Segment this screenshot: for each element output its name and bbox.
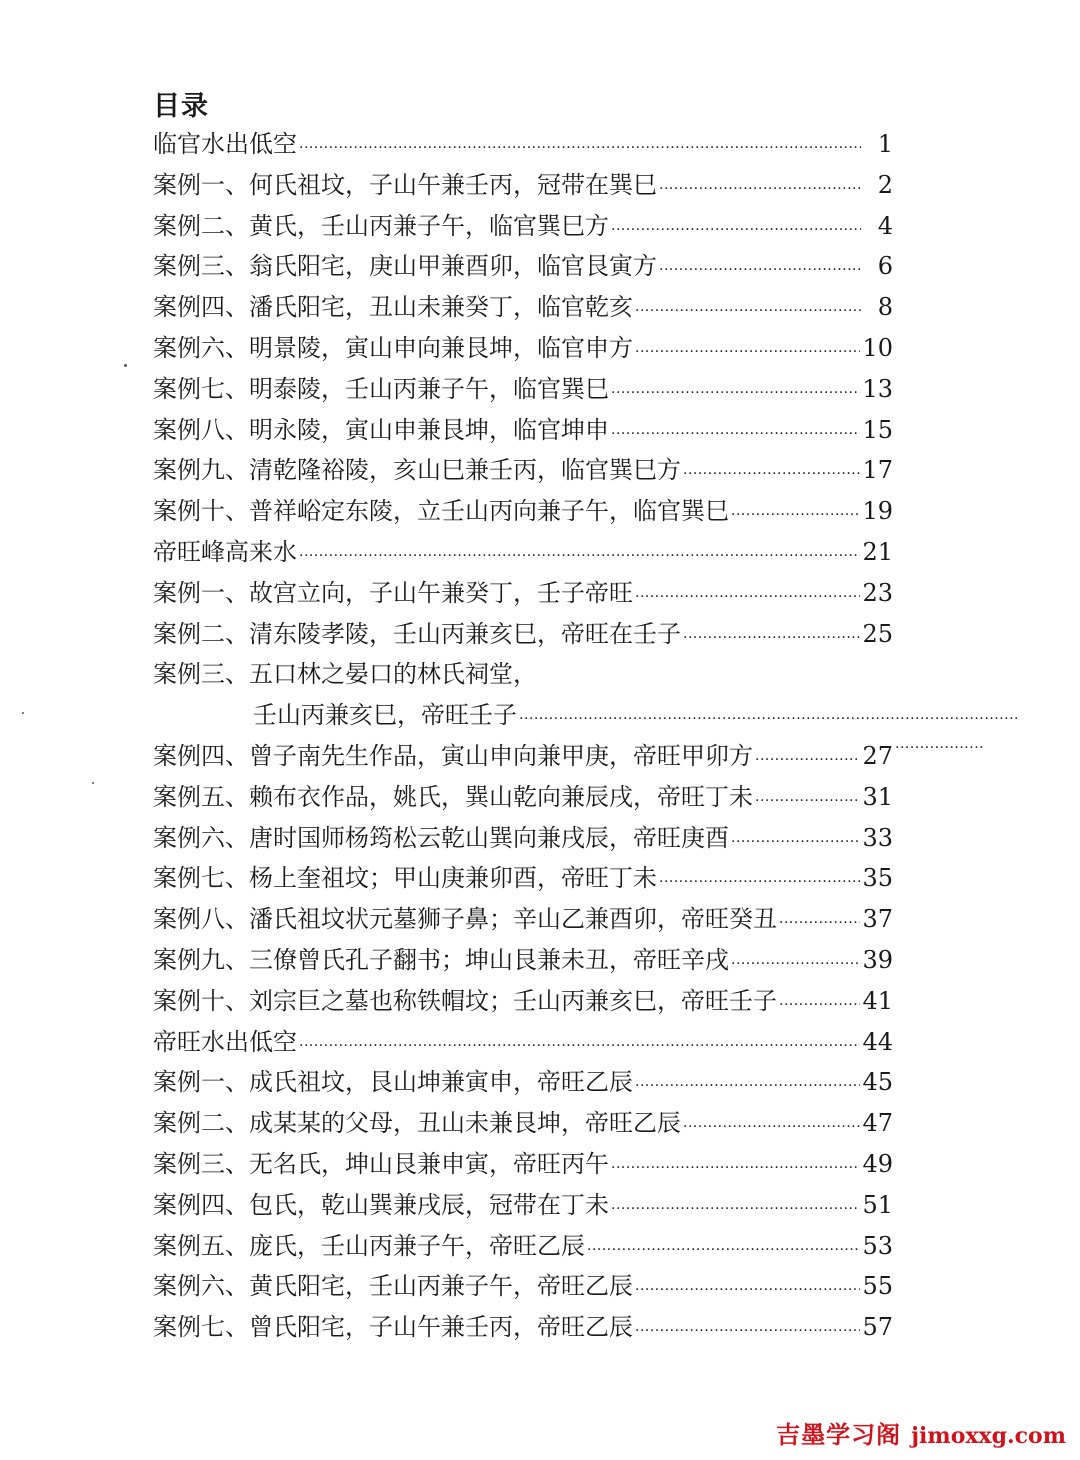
dot-leader — [635, 1270, 860, 1311]
toc-entry — [153, 287, 893, 328]
entry-title: 案例一、成氏祖坟，艮山坤兼寅申，帝旺乙辰 — [153, 1068, 633, 1097]
toc-entry — [153, 573, 893, 614]
dot-leader — [635, 332, 860, 373]
entry-title: 案例一、何氏祖坟，子山午兼壬丙，冠带在巽巳 — [153, 170, 657, 199]
entry-title: 案例二、黄氏，壬山丙兼子午，临官巽巳方 — [153, 211, 609, 240]
dot-leader — [683, 1107, 860, 1148]
page-number: 37 — [862, 905, 893, 934]
dot-leader — [659, 169, 861, 210]
dot-leader — [683, 618, 860, 659]
toc-heading: 目录 — [153, 91, 209, 122]
toc-entry — [153, 1185, 893, 1226]
page-number: 57 — [862, 1313, 893, 1342]
dot-leader — [635, 291, 861, 332]
watermark-brand: 吉墨学习阁 — [776, 1421, 902, 1449]
page-number: 15 — [862, 415, 893, 444]
toc-entry — [153, 1062, 893, 1103]
toc-entry-continued — [153, 695, 1021, 736]
entry-title: 帝旺峰高来水 — [153, 537, 297, 566]
toc-entry — [153, 1266, 893, 1307]
entry-title: 案例七、曾氏阳宅，子山午兼壬丙，帝旺乙辰 — [153, 1313, 633, 1342]
page-number: 35 — [862, 864, 893, 893]
page-number: 10 — [862, 333, 893, 362]
dot-leader — [587, 1230, 860, 1271]
toc-entry — [153, 165, 893, 206]
dot-leader — [731, 495, 860, 536]
dot-leader — [683, 454, 860, 495]
dot-leader — [519, 699, 1019, 740]
toc-entry — [153, 491, 893, 532]
dot-leader — [779, 985, 860, 1026]
entry-title: 临官水出低空 — [153, 130, 297, 158]
page-number: 21 — [862, 537, 893, 566]
entry-title: 帝旺水出低空 — [153, 1027, 297, 1056]
dot-leader — [635, 577, 860, 618]
page-number: 13 — [862, 374, 893, 403]
scan-speck — [22, 712, 24, 714]
entry-title: 案例六、唐时国师杨筠松云乾山巽向兼戌辰，帝旺庚酉 — [153, 823, 729, 852]
dot-leader — [731, 822, 860, 863]
toc-entry — [153, 654, 893, 695]
entry-title: 案例六、明景陵，寅山申向兼艮坤，临官申方 — [153, 333, 633, 362]
page-number: 17 — [862, 456, 893, 485]
toc-entry — [153, 1144, 893, 1185]
entry-title: 案例十、普祥峪定东陵，立壬山丙向兼子午，临官巽巳 — [153, 497, 729, 526]
page-number: 6 — [877, 252, 893, 281]
entry-title: 案例八、明永陵，寅山申兼艮坤，临官坤申 — [153, 415, 609, 444]
entry-title: 案例四、包氏，乾山巽兼戌辰，冠带在丁未 — [153, 1190, 609, 1219]
entry-title: 壬山丙兼亥巳，帝旺壬子 — [253, 701, 517, 730]
dot-leader — [635, 1311, 860, 1352]
page-number: 8 — [877, 293, 893, 322]
entry-title: 案例九、三僚曾氏孔子翻书；坤山艮兼未丑，帝旺辛戌 — [153, 945, 729, 974]
entry-title: 案例二、成某某的父母，丑山未兼艮坤，帝旺乙辰 — [153, 1109, 681, 1138]
toc-entry — [153, 899, 893, 940]
page-number: 41 — [862, 986, 893, 1015]
dot-leader — [659, 862, 860, 903]
toc-entry — [153, 450, 893, 491]
toc-entry — [153, 1022, 893, 1063]
dot-leader — [659, 250, 861, 291]
watermark-url: jimoxxg.com — [911, 1423, 1066, 1449]
dot-leader — [299, 536, 860, 577]
dot-leader — [635, 1066, 860, 1107]
dot-leader — [755, 781, 860, 822]
scan-speck — [124, 364, 127, 367]
page-number: 53 — [862, 1231, 893, 1260]
entry-title: 案例三、无名氏，坤山艮兼申寅，帝旺丙午 — [153, 1149, 609, 1178]
toc-entry — [153, 1307, 893, 1348]
page-number: 19 — [862, 497, 893, 526]
entry-title: 案例十、刘宗巨之墓也称铁帽坟；壬山丙兼亥巳，帝旺壬子 — [153, 986, 777, 1015]
toc-entry — [153, 940, 893, 981]
toc-entry — [153, 736, 893, 777]
toc-entry — [153, 124, 893, 165]
toc-list — [153, 124, 893, 1348]
toc-entry — [153, 369, 893, 410]
page-number: 55 — [862, 1272, 893, 1301]
dot-leader — [755, 740, 860, 781]
scan-speck — [92, 782, 94, 784]
page-number: 44 — [862, 1027, 893, 1056]
dot-leader — [611, 373, 860, 414]
dot-leader — [299, 128, 861, 169]
entry-title: 案例四、潘氏阳宅，丑山未兼癸丁，临官乾亥 — [153, 293, 633, 322]
page-number: 31 — [862, 782, 893, 811]
toc-entry — [153, 410, 893, 451]
page-number: 33 — [862, 823, 893, 852]
toc-entry — [153, 1103, 893, 1144]
page-number: 1 — [877, 130, 893, 158]
page-number: 25 — [862, 619, 893, 648]
entry-title: 案例一、故宫立向，子山午兼癸丁，壬子帝旺 — [153, 578, 633, 607]
entry-title: 案例五、庞氏，壬山丙兼子午，帝旺乙辰 — [153, 1231, 585, 1260]
dot-leader — [299, 1026, 860, 1067]
toc-entry — [153, 246, 893, 287]
page-number: 27 — [862, 741, 893, 770]
dot-leader — [779, 903, 860, 944]
page-number: 45 — [862, 1068, 893, 1097]
toc-entry — [153, 614, 893, 655]
toc-entry — [153, 328, 893, 369]
dot-leader — [731, 944, 860, 985]
toc-entry — [153, 206, 893, 247]
entry-title: 案例二、清东陵孝陵，壬山丙兼亥巳，帝旺在壬子 — [153, 619, 681, 648]
toc-entry — [153, 981, 893, 1022]
entry-title: 案例八、潘氏祖坟状元墓狮子鼻；辛山乙兼酉卯，帝旺癸丑 — [153, 905, 777, 934]
dot-leader — [611, 210, 861, 251]
page-number: 49 — [862, 1149, 893, 1178]
entry-title: 案例四、曾子南先生作品，寅山申向兼甲庚，帝旺甲卯方 — [153, 741, 753, 770]
entry-title: 案例九、清乾隆裕陵，亥山巳兼壬丙，临官巽巳方 — [153, 456, 681, 485]
page-number: 51 — [862, 1190, 893, 1219]
toc-entry — [153, 1226, 893, 1267]
page-number: 2 — [877, 170, 893, 199]
page-number: 23 — [862, 578, 893, 607]
entry-title: 案例五、赖布衣作品，姚氏，巽山乾向兼辰戌，帝旺丁未 — [153, 782, 753, 811]
dot-leader — [611, 414, 860, 455]
entry-title: 案例六、黄氏阳宅，壬山丙兼子午，帝旺乙辰 — [153, 1272, 633, 1301]
toc-entry — [153, 777, 893, 818]
dot-leader — [611, 1148, 860, 1189]
toc-entry — [153, 858, 893, 899]
entry-title: 案例七、杨上奎祖坟；甲山庚兼卯酉，帝旺丁未 — [153, 864, 657, 893]
entry-title: 案例三、五口林之晏口的林氏祠堂， — [153, 660, 537, 689]
entry-title: 案例三、翁氏阳宅，庚山甲兼酉卯，临官艮寅方 — [153, 252, 657, 281]
page-number: 39 — [862, 945, 893, 974]
entry-title: 案例七、明泰陵，壬山丙兼子午，临官巽巳 — [153, 374, 609, 403]
dot-leader — [611, 1189, 860, 1230]
toc-entry — [153, 532, 893, 573]
page-number: 4 — [877, 211, 893, 240]
toc-entry — [153, 818, 893, 859]
stray-dot-leader: ·················· — [895, 740, 985, 756]
watermark — [776, 1415, 1066, 1450]
page-number: 47 — [862, 1109, 893, 1138]
